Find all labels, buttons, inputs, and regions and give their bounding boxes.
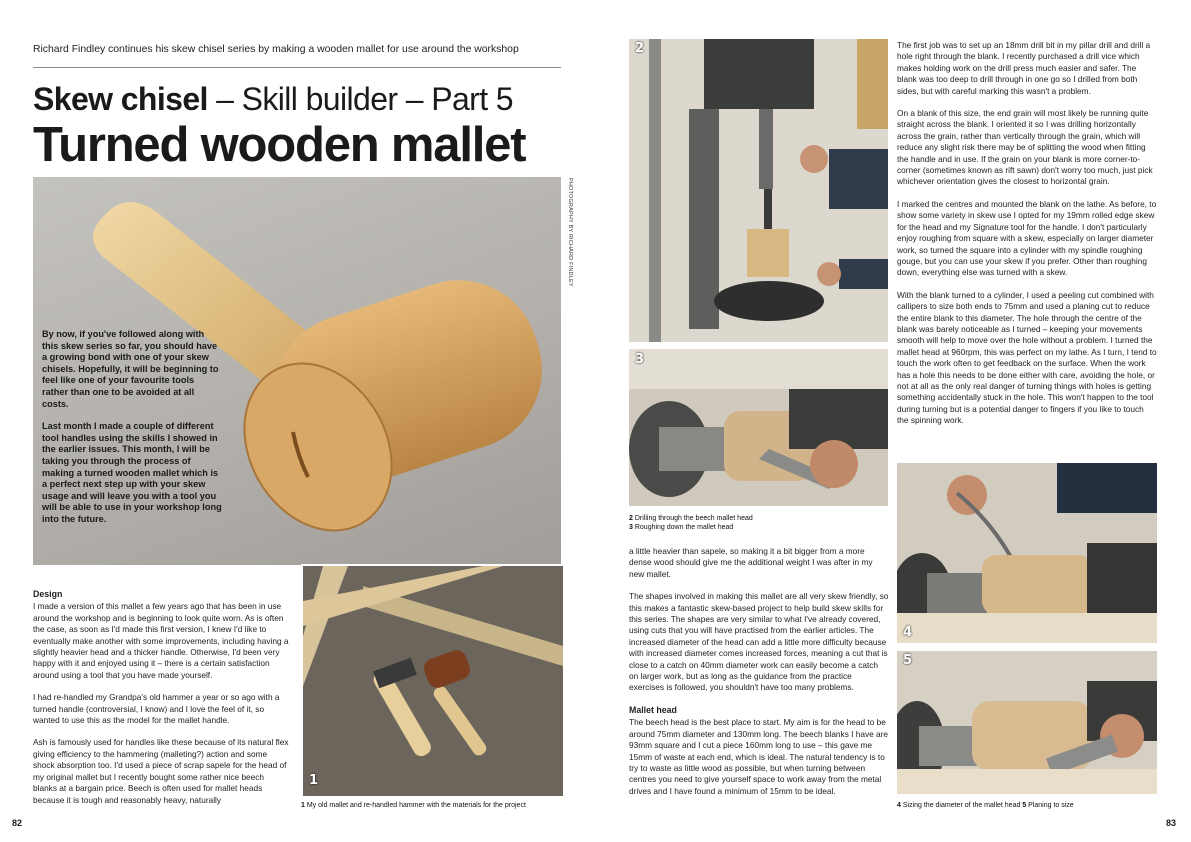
middle-paragraph-3: The beech head is the best place to start. My aim is for the head to be around 75mm diameter and 130mm long. The beech blanks I have are 93mm square and I cut a piece 160mm long to use – this gave me 15mm of waste at each end, which is ideal. The natural tendency is to try to waste as little wood as possible, but when turning between centres you need to give yourself space to work away from the metal drives and I have found a minimum of 15mm to be ideal. — [629, 717, 889, 796]
caption-3 — [629, 523, 889, 532]
page-number-left: 82 — [12, 818, 23, 828]
caption-4-text: Sizing the diameter of the mallet head — [900, 802, 1023, 809]
strapline-rule — [33, 67, 561, 68]
caption-5-number: 5 — [1022, 802, 1027, 809]
main-title: Turned wooden mallet — [33, 118, 526, 172]
caption-1-number: 1 — [301, 802, 305, 809]
photo-2-illustration — [629, 39, 888, 342]
caption-1-text: My old mallet and re-handled hammer with the materials for the project — [304, 802, 526, 809]
caption-photos-4-5 — [897, 801, 1159, 810]
right-paragraph-1: The first job was to set up an 18mm drill bit in my pillar drill and drill a hole right through the blank. I recently purchased a drill vice which makes holding work on the drill press much easier and safer. The blank was too deep to drill through in one go so I drilled from both sides, but with careful marking this wasn't a problem. — [897, 40, 1151, 96]
design-paragraph-1: I made a version of this mallet a few years ago that has been in use around the workshop and is beginning to look quite worn. As is often the case, as soon as I'd made this first version, I knew I'd like to eventually make another with some improvements, including having a slightly heavier head and a thicker handle. Otherwise, I'd been very happy with it and enjoyed using it – there is a certain satisfaction around using a tool that you have made yourself. — [33, 601, 289, 680]
right-column — [897, 40, 1157, 438]
page-number-right: 83 — [1166, 818, 1177, 828]
photo-5-illustration — [897, 651, 1157, 794]
photo-1-illustration — [303, 566, 563, 796]
design-column — [33, 589, 289, 817]
photo-2-number: 2 — [635, 41, 645, 56]
photo-1-mallet-and-hammer — [301, 564, 565, 798]
mallet-head-heading: Mallet head — [629, 704, 677, 715]
photo-5-planing — [897, 651, 1157, 794]
series-title-bold: Skew chisel — [33, 81, 208, 117]
design-paragraph-3: Ash is famously used for handles like these because of its natural flex giving efficiency to the hammering (malleting?) action and some shock absorption too. I'd used a piece of scrap sapele for the head of my original mallet but I recently bought some rather nice beech blanks at a bargain price. Beech is often used for mallet heads because it is tough and reasonably heavy, naturally — [33, 737, 289, 805]
middle-paragraph-1: a little heavier than sapele, so making it a bit bigger from a more dense wood should give me the additional weight I was after in my new mallet. — [629, 546, 873, 579]
photo-4-illustration — [897, 463, 1157, 643]
series-title — [33, 80, 573, 118]
caption-photo-1 — [301, 801, 563, 810]
photo-4-number: 4 — [903, 625, 913, 640]
middle-paragraph-2: The shapes involved in making this mallet are all very skew friendly, so this makes a fantastic skew-based project to help build skew skills for this series. The shapes are very similar to what I've already covered, using cuts that you will have practised from the earlier articles. The increased diameter of the head can add a little more difficulty because with increased diameter comes increased forces, meaning a cut that is close to a catch on 40mm diameter work can easily become a catch on larger work, but as long as the guidance from the practice exercises is followed, you shouldn't have too many problems. — [629, 591, 889, 693]
intro-paragraph-1: By now, if you've followed along with this skew series so far, you should have a growing bond with one of your skew chisels. Hopefully, it will be beginning to feel like one of your favourite tools rather than one to be avoided at all costs. — [42, 329, 219, 409]
design-heading: Design — [33, 589, 63, 599]
photo-5-number: 5 — [903, 653, 913, 668]
caption-2-text: Drilling through the beech mallet head — [632, 515, 753, 522]
strapline: Richard Findley continues his skew chisel series by making a wooden mallet for use around the workshop — [33, 44, 519, 55]
series-title-rest: – Skill builder – Part 5 — [207, 81, 514, 117]
hero-photo-mallet — [33, 177, 561, 565]
caption-photos-2-3 — [629, 514, 889, 532]
intro-paragraph-2: Last month I made a couple of different tool handles using the skills I showed in the earlier issues. This month, I will be taking you through the process of making a turned wooden mallet which is a perfect next step up with your skew usage and will leave you with a tool you will be able to use in your workshop long into the future. — [42, 421, 222, 524]
caption-3-text: Roughing down the mallet head — [632, 524, 734, 531]
intro-text — [42, 329, 222, 526]
right-paragraph-2: On a blank of this size, the end grain will most likely be running quite straight across the blank. I oriented it so I was drilling horizontally across the grain, rather than vertically through the grain, which will reduce any slight risk there may be of splitting the wood when fitting the handle and in use. If the grain on your blank is more corner-to-corner (sometimes known as rift sawn) don't worry too much, just pick whichever orientation gives the closest to horizontal grain. — [897, 108, 1153, 187]
middle-column — [629, 546, 889, 808]
right-paragraph-3: I marked the centres and mounted the blank on the lathe. As before, to show some variety in skew use I opted for my 19mm rolled edge skew for the head and my Signature tool for the handle. I don't particularly enjoy roughing from square with a skew, especially on larger diameter work, so turned the square into a cylinder with my spindle roughing gouge, but you can use your skew if you prefer. Other than roughing down, everything else was turned with a skew. — [897, 198, 1157, 278]
photo-4-sizing — [897, 463, 1157, 643]
photo-3-illustration — [629, 349, 888, 506]
photo-1-number: 1 — [309, 773, 319, 788]
photo-credit: PHOTOGRAPHY BY RICHARD FINDLEY — [567, 178, 573, 287]
caption-4-number: 4 — [897, 802, 901, 809]
photo-2-drilling — [629, 39, 888, 342]
right-paragraph-4: With the blank turned to a cylinder, I used a peeling cut combined with callipers to size both ends to 75mm and used a planing cut to reduce the entire blank to this diameter. The hole through the centre of the blank was barely noticeable as I turned – keeping your movements smooth will help to move over the hole without a problem. I turned the mallet head at 960rpm, this was perfect on my lathe. As I turn, I tend to touch the work often to get feedback on the surface. When the work has a hole this needs to be done either with care, avoiding the hole, or not at all as the only real danger of turning things with holes is getting something accidentally stuck in the hole. This won't happen to the tool during turning but is a potential danger to fingers if you like to touch the spinning work. — [897, 289, 1157, 426]
photo-3-number: 3 — [635, 352, 645, 367]
caption-3-number: 3 — [629, 524, 633, 531]
design-paragraph-2: I had re-handled my Grandpa's old hammer a year or so ago with a turned handle (controversial, I know) and I love the feel of it, so wanted to use this as the model for the mallet handle. — [33, 692, 280, 726]
photo-3-roughing-down — [629, 349, 888, 506]
caption-2-number: 2 — [629, 515, 633, 522]
caption-5-text: Planing to size — [1026, 802, 1074, 809]
caption-2 — [629, 514, 889, 523]
